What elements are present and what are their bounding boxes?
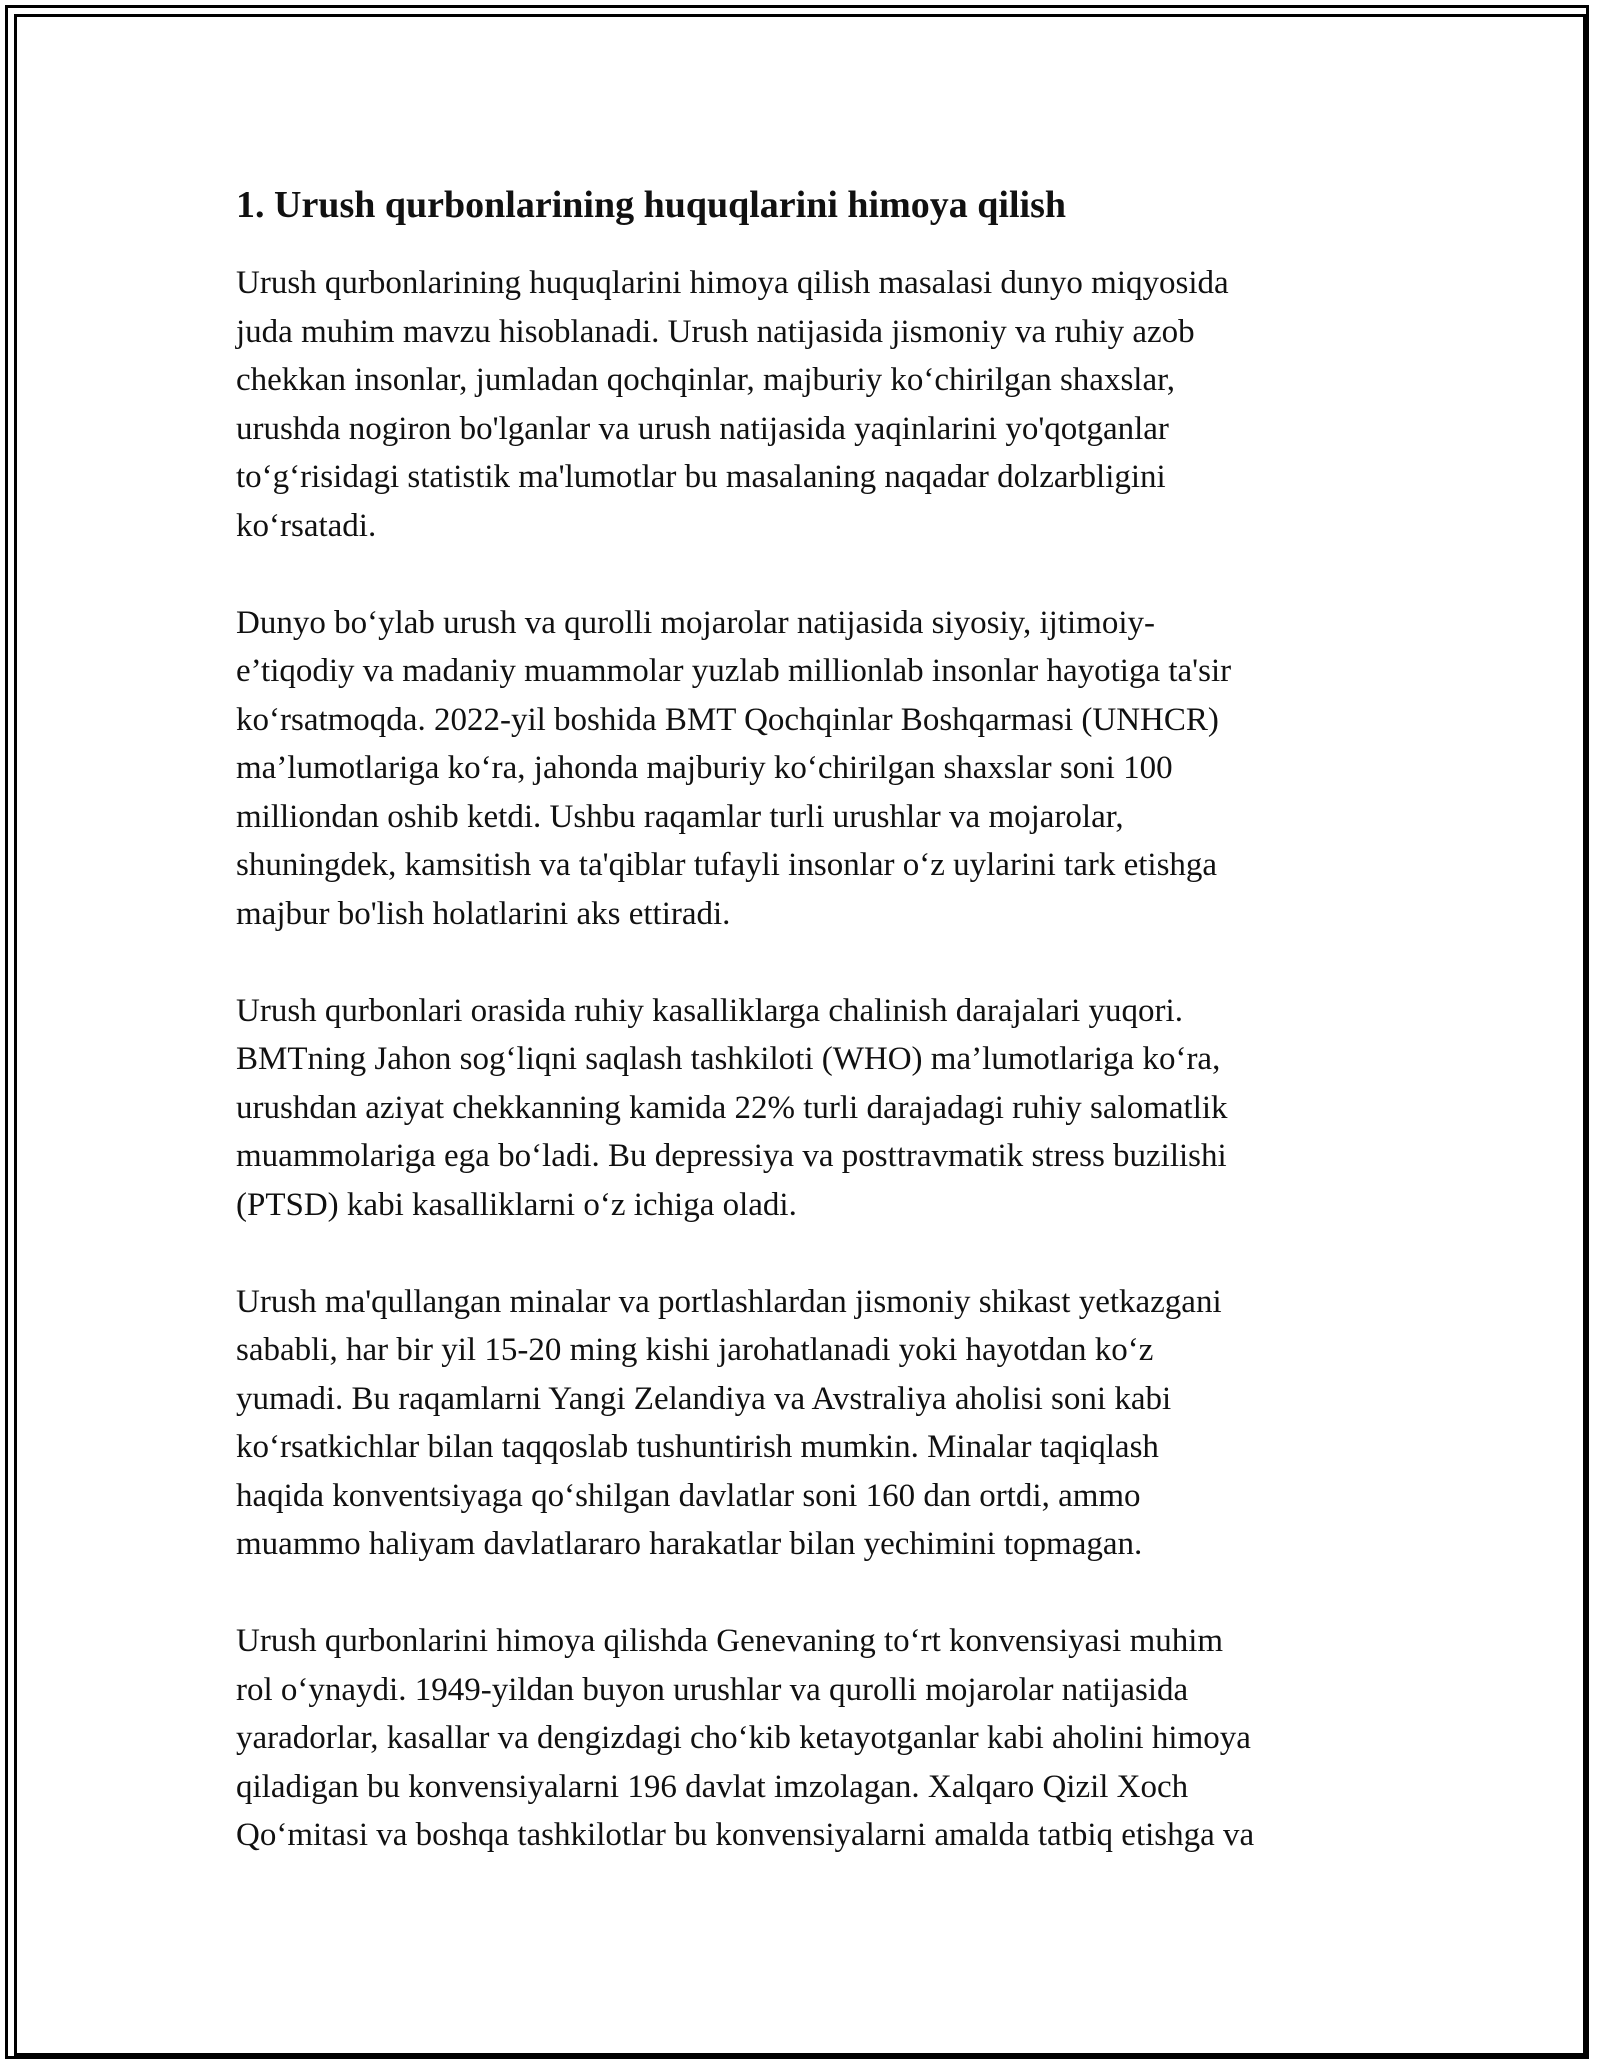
text-line: e’tiqodiy va madaniy muammolar yuzlab millionlab insonlar hayotiga ta'sir	[236, 653, 1232, 690]
text-line: Urush qurbonlari orasida ruhiy kasalliklarga chalinish darajalari yuqori.	[236, 992, 1183, 1029]
text-line: muammolariga ega bo‘ladi. Bu depressiya va posttravmatik stress buzilishi	[236, 1138, 1227, 1175]
text-line: yaradorlar, kasallar va dengizdagi cho‘kib ketayotganlar kabi aholini himoya	[236, 1720, 1251, 1757]
text-line: majbur bo'lish holatlarini aks ettiradi.	[236, 895, 731, 932]
text-line: rol o‘ynaydi. 1949-yildan buyon urushlar va qurolli mojarolar natijasida	[236, 1671, 1189, 1708]
text-line: juda muhim mavzu hisoblanadi. Urush natijasida jismoniy va ruhiy azob	[236, 313, 1195, 350]
text-line: urushdan aziyat chekkanning kamida 22% turli darajadagi ruhiy salomatlik	[236, 1089, 1228, 1126]
text-line: ma’lumotlariga ko‘ra, jahonda majburiy ko‘chirilgan shaxslar soni 100	[236, 750, 1173, 787]
text-line: qiladigan bu konvensiyalarni 196 davlat imzolagan. Xalqaro Qizil Xoch	[236, 1768, 1189, 1805]
paragraph-4	[236, 1278, 1376, 1569]
paragraph-1	[236, 259, 1376, 550]
text-line: Urush qurbonlarining huquqlarini himoya qilish masalasi dunyo miqyosida	[236, 265, 1229, 302]
text-line: Qo‘mitasi va boshqa tashkilotlar bu konvensiyalarni amalda tatbiq etishga va	[236, 1817, 1255, 1854]
paragraph-3	[236, 987, 1376, 1230]
text-line: Dunyo bo‘ylab urush va qurolli mojarolar natijasida siyosiy, ijtimoiy-	[236, 604, 1155, 641]
text-line: ko‘rsatkichlar bilan taqqoslab tushuntirish mumkin. Minalar taqiqlash	[236, 1429, 1159, 1466]
text-line: ko‘rsatadi.	[236, 507, 377, 544]
text-line: yumadi. Bu raqamlarni Yangi Zelandiya va Avstraliya aholisi soni kabi	[236, 1380, 1172, 1417]
text-line: Urush ma'qullangan minalar va portlashlardan jismoniy shikast yetkazgani	[236, 1283, 1222, 1320]
text-line: to‘g‘risidagi statistik ma'lumotlar bu masalaning naqadar dolzarbligini	[236, 459, 1166, 496]
section-heading: 1. Urush qurbonlarining huquqlarini himoya qilish	[236, 184, 1066, 226]
text-line: urushda nogiron bo'lganlar va urush natijasida yaqinlarini yo'qotganlar	[236, 410, 1169, 447]
text-line: chekkan insonlar, jumladan qochqinlar, majburiy ko‘chirilgan shaxslar,	[236, 362, 1176, 399]
text-line: (PTSD) kabi kasalliklarni o‘z ichiga oladi.	[236, 1186, 797, 1223]
text-line: BMTning Jahon sog‘liqni saqlash tashkiloti (WHO) ma’lumotlariga ko‘ra,	[236, 1041, 1221, 1078]
text-line: sababli, har bir yil 15-20 ming kishi jarohatlanadi yoki hayotdan ko‘z	[236, 1332, 1154, 1369]
text-line: haqida konventsiyaga qo‘shilgan davlatlar soni 160 dan ortdi, ammo	[236, 1477, 1141, 1514]
paragraph-5	[236, 1617, 1376, 1860]
text-line: Urush qurbonlarini himoya qilishda Genevaning to‘rt konvensiyasi muhim	[236, 1623, 1224, 1660]
text-line: shuningdek, kamsitish va ta'qiblar tufayli insonlar o‘z uylarini tark etishga	[236, 847, 1218, 884]
text-line: ko‘rsatmoqda. 2022-yil boshida BMT Qochqinlar Boshqarmasi (UNHCR)	[236, 701, 1219, 738]
text-line: milliondan oshib ketdi. Ushbu raqamlar turli urushlar va mojarolar,	[236, 798, 1124, 835]
text-line: muammo haliyam davlatlararo harakatlar bilan yechimini topmagan.	[236, 1526, 1143, 1563]
document-body	[236, 180, 1376, 1908]
paragraph-2	[236, 599, 1376, 939]
